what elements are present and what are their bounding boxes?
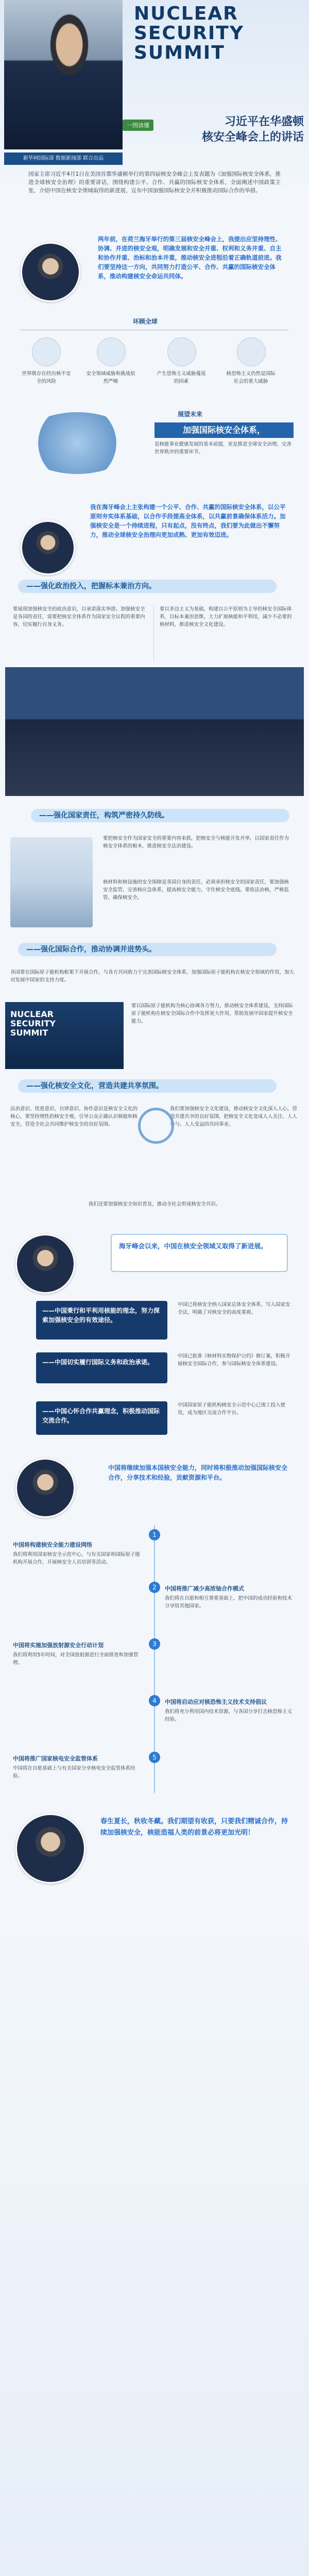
culture-col2: 我们要加强核安全文化建设，推动核安全文化深入人心，营造共建共享的良好氛围，把核安全文化变成人人关注、人人参与、人人受益的共同事业。 [170, 1106, 298, 1127]
heading-political: ——强化政治投入，把握标本兼治方向。 [18, 580, 277, 593]
closing-quote: 春生夏长，秋收冬藏。我们期望有收获，只要我们精诚合作，持续加强核安全，核能造福人类的前景必将更加光明！ [100, 1818, 288, 1837]
timeline-step-3: 3 [149, 1638, 160, 1650]
measure-2-body: 我们将在自愿和相互尊重基础上，把中国的成功经验和技术分享给其他国家。 [165, 1596, 293, 1609]
hero-banner [0, 0, 309, 185]
shield-icon [97, 337, 126, 366]
globe-icon [32, 337, 61, 366]
quote-haiya: 两年前，在荷兰海牙举行的第三届核安全峰会上，我提出应坚持理性、协调、并进的核安全观，明确发展和安全并重、权利和义务并重、自主和协作并重、治标和治本并重，推动核安全进程沿着正确轨道前进。我们要坚持这一方向，共同努力打造公平、合作、共赢的国际核安全体系，推动构建核安全命运共同体。 [98, 235, 282, 280]
cooling-tower-graphic [10, 837, 93, 927]
heading-national: ——强化国家责任，构筑严密持久防线。 [31, 809, 289, 822]
timeline-step-2: 2 [149, 1582, 160, 1593]
measure-4-body: 我们将充分利用国内技术资源，与各国分享打击核恐怖主义经验。 [165, 1709, 293, 1722]
timeline-step-1: 1 [149, 1529, 160, 1540]
china-future-quote: 中国将继续加强本国核安全能力，同时将积极推动加强国际核安全合作，分享技术和经验，贡献资源和平台。 [108, 1464, 288, 1481]
china-item-2-heading [36, 1352, 167, 1383]
heading-culture: ——强化核安全文化，营造共建共享氛围。 [18, 1079, 277, 1093]
china-progress-quote: 海牙峰会以来，中国在核安全领域又取得了新进展。 [119, 1242, 267, 1250]
speaker-avatar-3 [15, 1234, 75, 1294]
china-item-3-heading [36, 1401, 167, 1435]
culture-footer: 我们还要加强核安全知识普及，推动全社会形成核安全共识。 [88, 1201, 221, 1207]
political-col2: 要以多边主义为基础，构建以公平原则为主导的核安全国际体系，以标本兼治思维，大力扩展核能和平利用，减少不必要的核材料，推进核安全文化建设。 [160, 606, 292, 628]
headline-line1: 习近平在华盛顿 [224, 115, 304, 128]
global-item-4: 核恐怖主义仍然是国际社会的重大威胁 [226, 371, 276, 384]
future-body: 是核能事业健康发展的基本前提，更是推进全球安全治理、完善世界秩序的重要环节。 [154, 442, 292, 455]
china-item-1-heading [36, 1301, 167, 1340]
speaker-avatar-4 [15, 1458, 75, 1518]
headline-line2: 核安全峰会上的讲话 [201, 131, 304, 144]
political-divider [153, 605, 154, 662]
measure-1-body: 我们将利用国家核安全示范中心，与有关国家和国际原子能机构开展合作，开展核安全人员培训等活动。 [13, 1552, 141, 1565]
speaker-avatar-2 [21, 520, 75, 575]
measure-1-title: 中国将构建核安全能力建设网络 [13, 1541, 92, 1548]
radiation-icon [237, 337, 266, 366]
china-item-1-body: 中国已将核安全纳入国家总体安全体系，写入国家安全法，明确了对核安全的高度重视。 [178, 1302, 290, 1315]
future-heading: 加强国际核安全体系， [154, 422, 294, 438]
hero-tag: 一图读懂 [123, 120, 153, 131]
intro-paragraph: 国家主席习近平4月1日在美国首都华盛顿举行的第四届核安全峰会上发表题为《加强国际核安全体系，推进全球核安全治理》的重要讲话，围绕构建公平、合作、共赢的国际核安全体系，全面阐述中国政策主张，介绍中国在核安全领域取得的新进展，宣布中国加强国际核安全并积极推动国际合作的举措。 [28, 171, 281, 194]
speaker-photo [4, 0, 123, 149]
hero-credit: 新华网国际部 数据新闻部 联合出品 [4, 152, 123, 165]
logo-line2: SECURITY [134, 23, 244, 44]
heading-international: ——强化国际合作，推动协调并进势头。 [18, 943, 277, 956]
china-item-3-title: ——中国心怀合作共赢理念，积极推动国际交流合作。 [42, 1408, 160, 1424]
international-p1: 各国要在国际原子能机构框架下开展合作，与各方共同致力于完善国际核安全体系，加强国际原子能机构在核安全领域的作用，加大对发展中国家的支持力度。 [10, 970, 295, 983]
culture-col1: 法治意识、忧患意识、自律意识、协作意识是核安全文化的核心，要坚持理性的核安全观，引导公众正确认识核能和核安全，营造全社会共同维护核安全的良好氛围。 [10, 1106, 138, 1127]
group-photo [5, 667, 304, 796]
globe-graphic [21, 412, 134, 474]
speaker-avatar [21, 242, 80, 302]
national-p2: 核材料和核设施的安全保障是各国自身的责任，必须承担核安全的国家责任，要加强核安全监管，完善核应急体系，提高核安全能力，守住核安全底线。要依法治核，严格监管，确保核安全。 [103, 879, 289, 901]
china-progress-bubble [111, 1234, 288, 1272]
measure-3-body: 我们将利用5年时间，对全国放射源进行全面排查和加强管理。 [13, 1652, 139, 1666]
measure-5-body: 中国将在自愿基础上与有关国家分享核电安全监管体系经验。 [13, 1766, 135, 1779]
international-p2: 要以国际原子能机构为核心协调各方努力，推动核安全体系建设，支持国际原子能机构在核安全国际合作中发挥更大作用，帮助发展中国家提升核安全能力。 [131, 1003, 293, 1024]
stage-logo: NUCLEAR SECURITY SUMMIT [10, 1009, 56, 1038]
culture-ring-graphic [138, 1108, 174, 1144]
china-item-1-title: ——中国秉行和平利用核能的理念，努力探索加强核安全的有效途径。 [42, 1307, 160, 1324]
warning-icon [167, 337, 196, 366]
timeline-step-5: 5 [149, 1752, 160, 1763]
china-item-3-body: 中国国家原子能机构核安全示范中心已竣工投入使用，成为地区交流合作平台。 [178, 1402, 286, 1416]
china-item-2-body: 中国已批准《核材料实物保护公约》修订案，积极开展核安全国际合作，参与国际核安全体系建设。 [178, 1353, 290, 1367]
global-item-3: 产生恐怖主义威胁蔓延的因素 [157, 371, 206, 384]
measure-4-title: 中国将启动应对核恐怖主义技术支持倡议 [165, 1699, 267, 1705]
global-item-1: 世界既存在经历核不安全的风险 [22, 371, 71, 384]
national-p1: 要把核安全作为国家安全的重要内容来抓，把核安全与核能开发并举，以国家责任作为核安全体系的根本，推进核安全法治建设。 [103, 836, 289, 849]
china-item-2-title: ——中国切实履行国际义务和政治承诺。 [42, 1359, 154, 1366]
hero-headline [134, 114, 304, 145]
global-item-2: 安全领域威胁和挑战依然严峻 [86, 371, 135, 384]
logo-line1: NUCLEAR [134, 3, 238, 24]
measure-3-title: 中国将实施加强放射源安全行动计划 [13, 1642, 104, 1649]
political-col1: 要展现加强核安全的政治意识，以承诺落实举措。加强核安全是各国的责任，需要把核安全体系作为国家安全议程的重要内容，切实履行自身义务。 [13, 606, 145, 628]
section-global-label: 环顾全球 [133, 318, 158, 325]
summit-logo [134, 4, 304, 63]
speaker-avatar-5 [15, 1814, 85, 1884]
logo-line3: SUMMIT [134, 42, 225, 63]
quote-hague-summit: 我在海牙峰会上主张构建一个公平、合作、共赢的国际核安全体系，以公平原则夯实体系基础，以合作手段提高全体系，以共赢前景确保体系活力。加强核安全是一个持续进程，只有起点，没有终点，我们要为此做出不懈努力，推动全球核安全治理向更加成熟、更加有效迈进。 [90, 503, 286, 538]
footer-band [0, 1906, 309, 2576]
measure-2-title: 中国将推广减少高浓铀合作模式 [165, 1585, 244, 1592]
measure-5-title: 中国将推广国家核电安全监管体系 [13, 1755, 98, 1762]
section-future-label: 展望未来 [178, 411, 203, 418]
timeline-step-4: 4 [149, 1695, 160, 1706]
